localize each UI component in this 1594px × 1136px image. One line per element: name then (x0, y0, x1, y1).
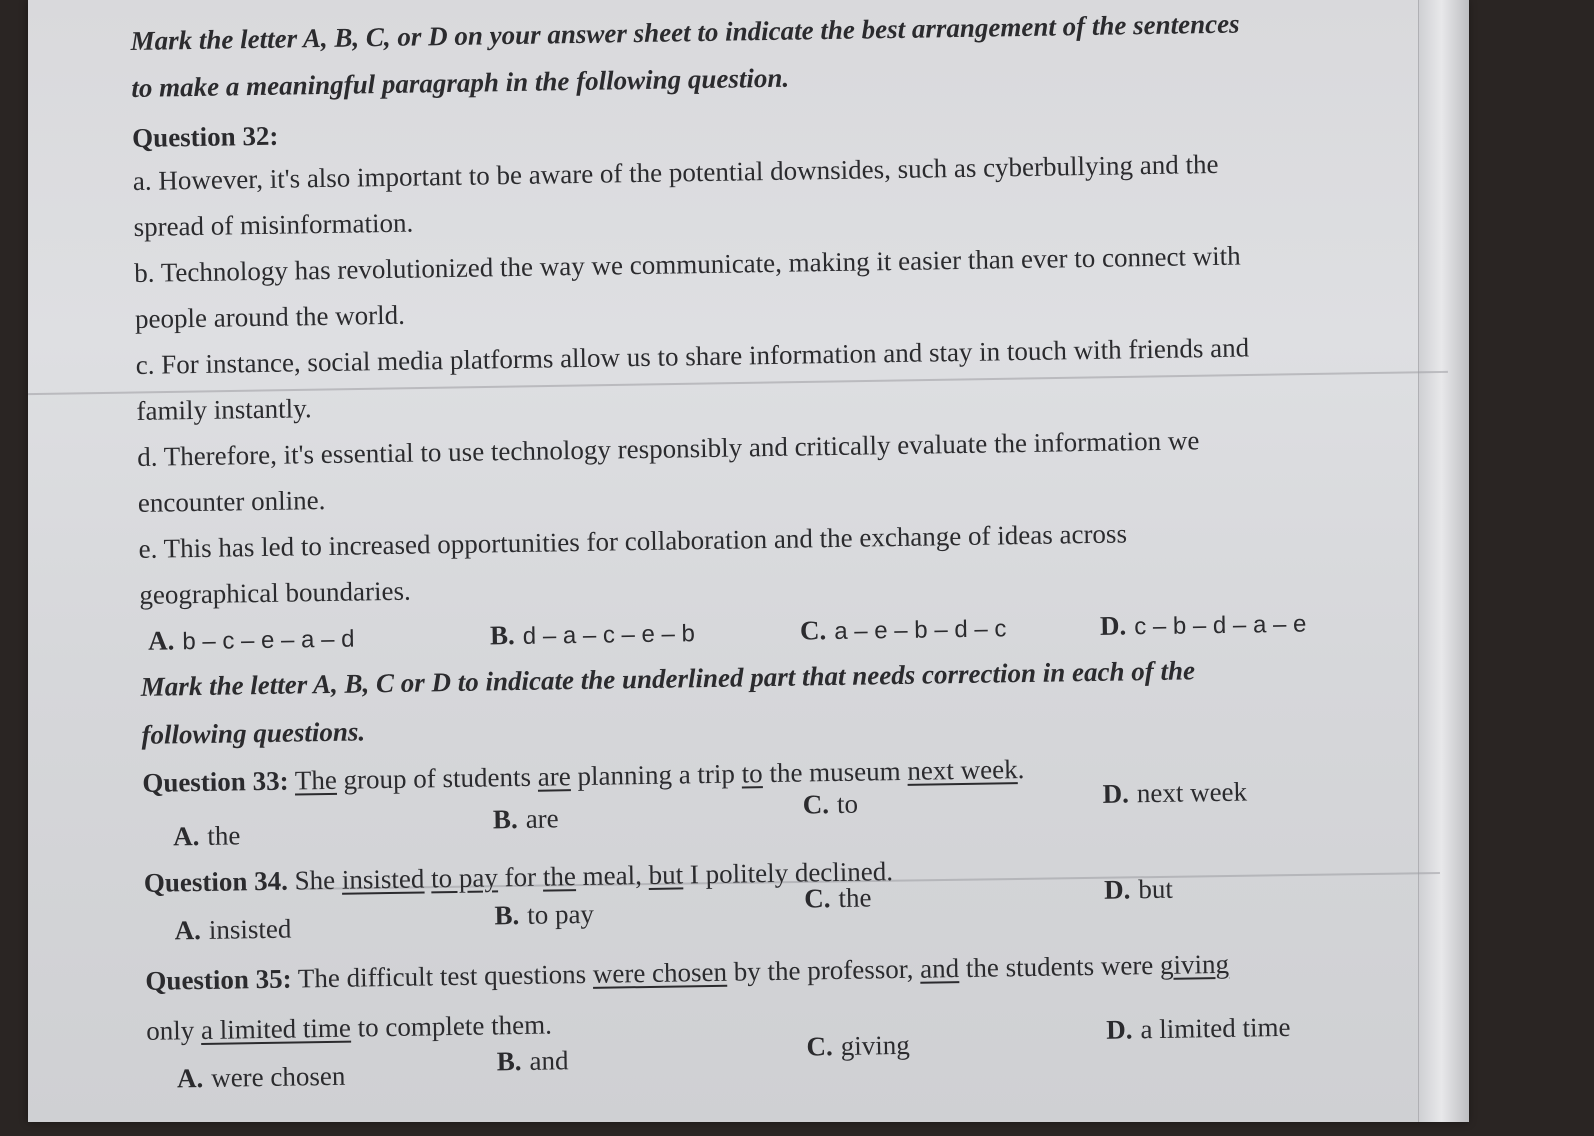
option-letter: B. (489, 620, 516, 651)
underlined-part-d: but (648, 859, 684, 890)
option-letter: B. (496, 1045, 522, 1077)
q33-option-a[interactable] (173, 820, 241, 852)
option-text: d – a – c – e – b (522, 620, 696, 650)
q32-sentence-e-line2: geographical boundaries. (139, 575, 411, 610)
q32-sentence-e-line1: e. This has led to increased opportunities for collaboration and the exchange of ideas across (138, 518, 1128, 564)
text: planning a trip (570, 758, 742, 792)
underlined-part-d: next week (907, 754, 1018, 786)
underlined-part-b: and (919, 953, 960, 984)
option-letter: D. (1103, 874, 1131, 905)
option-text: giving (840, 1029, 911, 1061)
text: group of students (336, 761, 538, 795)
option-text: to (836, 788, 859, 819)
option-text: are (525, 803, 559, 834)
option-text: and (529, 1045, 569, 1076)
section1-instruction-line1: Mark the letter A, B, C, or D on your answer sheet to indicate the best arrangement of the sentences (130, 8, 1240, 56)
q34-sentence (144, 856, 894, 899)
q32-option-a[interactable] (148, 623, 355, 657)
q34-option-b[interactable] (494, 899, 594, 932)
text: by the professor, (726, 953, 921, 987)
text: . (1017, 754, 1025, 785)
q32-option-b[interactable] (490, 617, 695, 651)
text: to complete them. (350, 1009, 553, 1043)
q32-sentence-c-line1: c. For instance, social media platforms allow us to share information and stay in touch with friends and (135, 332, 1250, 380)
underlined-part-c: the (542, 861, 577, 892)
option-letter: B. (492, 804, 518, 835)
option-letter: A. (172, 821, 200, 852)
underlined-part-a: were chosen (592, 956, 728, 989)
section1-instruction-line2: to make a meaningful paragraph in the following question. (131, 62, 790, 103)
text: She (287, 864, 343, 896)
q33-label: Question 33: (142, 765, 289, 798)
q32-option-c[interactable] (800, 612, 1007, 646)
q33-sentence (142, 754, 1025, 799)
underlined-part-a: insisted (341, 863, 425, 895)
exam-content (130, 0, 1438, 1136)
q32-option-d[interactable] (1100, 608, 1307, 642)
q35-option-b[interactable] (496, 1045, 568, 1077)
text: meal, (575, 859, 649, 892)
q32-sentence-d-line1: d. Therefore, it's essential to use technology responsibly and critically evaluate the information we (136, 425, 1200, 472)
q35-option-c[interactable] (806, 1030, 910, 1063)
q33-option-c[interactable] (802, 789, 858, 821)
q34-option-a[interactable] (174, 914, 291, 947)
q33-option-b[interactable] (493, 803, 559, 835)
q32-sentence-b-line1: b. Technology has revolutionized the way we communicate, making it easier than ever to connect with (134, 240, 1241, 288)
option-letter: D. (1106, 1014, 1133, 1045)
option-letter: B. (494, 900, 520, 931)
underlined-part-c: giving (1159, 948, 1230, 980)
section2-instruction-line2: following questions. (141, 716, 366, 750)
option-text: next week (1136, 776, 1248, 809)
option-text: a – e – b – d – c (834, 615, 1007, 646)
q32-sentence-a-line2: spread of misinformation. (133, 207, 414, 242)
option-text: b – c – e – a – d (182, 625, 355, 656)
q34-label: Question 34. (143, 865, 289, 898)
option-letter: A. (147, 625, 175, 656)
q34-option-d[interactable] (1104, 874, 1173, 906)
text: I politely declined. (682, 856, 894, 890)
q35-option-a[interactable] (177, 1061, 346, 1095)
option-text: c – b – d – a – e (1134, 610, 1307, 641)
text: the students were (958, 949, 1161, 984)
option-text: the (207, 820, 241, 851)
q35-option-d[interactable] (1106, 1012, 1291, 1046)
q32-sentence-b-line2: people around the world. (134, 299, 406, 334)
underlined-part-b: are (537, 761, 571, 792)
option-letter: A. (174, 915, 202, 946)
option-text: a limited time (1140, 1011, 1291, 1045)
section2-instruction-line1: Mark the letter A, B, C or D to indicate the underlined part that needs correction in each of the (140, 655, 1196, 702)
option-letter: D. (1102, 778, 1130, 809)
q34-option-c[interactable] (804, 882, 872, 914)
option-letter: C. (803, 883, 831, 914)
option-text: insisted (208, 913, 292, 945)
q32-title: Question 32: (131, 120, 279, 153)
underlined-part-a: The (294, 764, 338, 796)
q35-sentence-line1 (145, 949, 1229, 997)
underlined-part-c: to (741, 758, 763, 789)
text: for (497, 861, 544, 893)
q35-sentence-line2 (146, 1010, 552, 1047)
option-text: the (838, 882, 872, 913)
text: the museum (762, 755, 908, 789)
underlined-part-d: a limited time (200, 1012, 352, 1046)
q32-sentence-d-line2: encounter online. (137, 484, 326, 518)
q35-label: Question 35: (145, 963, 292, 996)
underlined-part-b: to pay (430, 862, 499, 894)
option-letter: C. (799, 615, 827, 646)
text: only (145, 1015, 202, 1046)
q33-option-d[interactable] (1102, 777, 1247, 810)
option-letter: A. (176, 1062, 204, 1094)
q32-sentence-c-line2: family instantly. (136, 393, 312, 426)
q32-sentence-a-line1: a. However, it's also important to be aware of the potential downsides, such as cyberbullying and the (132, 148, 1219, 196)
option-letter: C. (802, 789, 830, 820)
option-letter: C. (806, 1031, 834, 1062)
option-letter: D. (1099, 610, 1127, 641)
text: The difficult test questions (291, 958, 594, 994)
option-text: but (1138, 873, 1174, 905)
option-text: were chosen (210, 1060, 346, 1093)
option-text: to pay (526, 898, 595, 930)
